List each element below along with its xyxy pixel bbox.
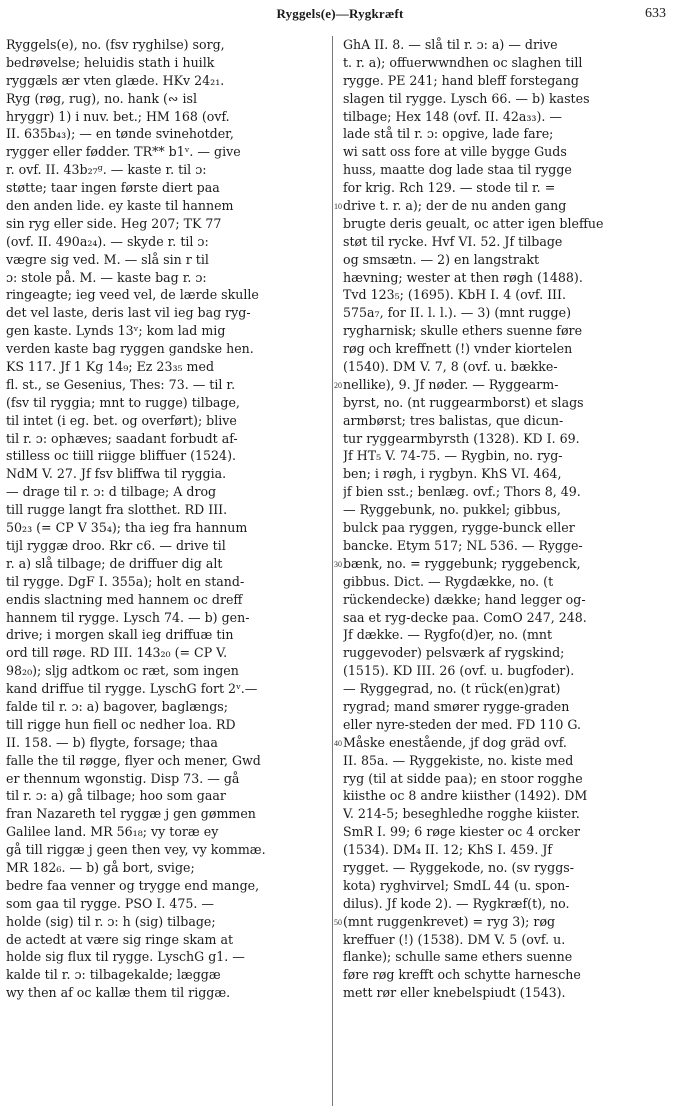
text-line: Ryg (røg, rug), no. hank (∾ isl (6, 90, 197, 106)
text-line: Ryggels(e), no. (fsv ryghilse) sorg, (6, 37, 225, 52)
text-line: wy then af oc kallæ them til riggæ. (6, 985, 231, 1001)
running-title: Ryggels(e)—Rygkræft (276, 6, 404, 21)
left-column (6, 36, 324, 1002)
text-line: kiisthe oc 8 andre kiisther (1492). DM (343, 788, 588, 804)
text-line: bulck paa ryggen, rygge-bunck eller (343, 520, 575, 536)
text-line: huss, maatte dog lade staa til rygge (343, 162, 572, 178)
text-line: verden kaste bag ryggen gandske hen. (6, 341, 254, 357)
line-number-marker: 30 (334, 560, 342, 570)
text-line: gen kaste. Lynds 13ᵛ; kom lad mig (6, 323, 226, 339)
text-line: vægre sig ved. M. — slå sin r til (6, 251, 209, 267)
text-line: (1534). DM₄ II. 12; KhS I. 459. Jf (343, 842, 553, 858)
text-line: kota) ryghvirvel; SmdL 44 (u. spon- (343, 877, 570, 893)
text-line: røg och kreffnett (!) vnder kiortelen (343, 341, 573, 357)
text-line: og smsætn. — 2) en langstrakt (343, 251, 540, 267)
column-divider (332, 36, 333, 1106)
text-line: rückendecke) dække; hand legger og- (343, 591, 586, 607)
text-line: (fsv til ryggia; mnt to rugge) tilbage, (6, 394, 240, 410)
text-line: rygger eller fødder. TR** b1ᵛ. — give (6, 144, 241, 160)
text-line: byrst, no. (nt ruggearmborst) et slags (343, 394, 584, 410)
text-line: bænk, no. = ryggebunk; ryggebenck, (343, 555, 581, 571)
text-line: Jf dække. — Rygfo(d)er, no. (mnt (343, 627, 553, 643)
text-line: stilless oc tiill riigge bliffuer (1524). (6, 448, 236, 464)
text-line: flanke); schulle same ethers suenne (343, 949, 573, 965)
text-line: til rygge. DgF I. 355a); holt en stand- (6, 573, 245, 589)
text-line: lade stå til r. ɔ: opgive, lade fare; (343, 126, 554, 142)
line-number-marker: 10 (334, 202, 342, 212)
text-line: rygrad; mand smører rygge-graden (343, 698, 570, 714)
text-line: eller nyre-steden der med. FD 110 G. (343, 716, 582, 732)
text-line: (ovf. II. 490a₂₄). — skyde r. til ɔ: (6, 233, 209, 249)
line-number-marker: 20 (334, 381, 342, 391)
text-line: ord till røge. RD III. 143₂₀ (= CP V. (6, 645, 228, 661)
text-line: tur ryggearmbyrsth (1328). KD I. 69. (343, 430, 580, 446)
text-line: NdM V. 27. Jf fsv bliffwa til ryggia. (6, 466, 227, 482)
text-line: Galilee land. MR 56₁₈; vy toræ ey (6, 824, 219, 840)
text-line: ben; i røgh, i rygbyn. KhS VI. 464, (343, 466, 562, 482)
text-line: ɔ: stole på. M. — kaste bag r. ɔ: (6, 269, 207, 285)
text-line: gibbus. Dict. — Rygdække, no. (t (343, 573, 554, 589)
text-line: tijl ryggæ droo. Rkr c6. — drive til (6, 537, 226, 553)
text-line: brugte deris geualt, oc atter igen bleffue (343, 215, 604, 231)
text-line: dilus). Jf kode 2). — Rygkræf(t), no. (343, 895, 570, 911)
text-line: rygharnisk; skulle ethers suenne føre (343, 323, 583, 339)
text-line: Måske enestående, jf dog gräd ovf. (343, 734, 567, 750)
text-line: 575a₇, for II. l. l.). — 3) (mnt rugge) (343, 305, 571, 321)
text-line: till rigge hun fiell oc nedher loa. RD (6, 716, 236, 732)
text-line: MR 182₆. — b) gå bort, svige; (6, 859, 195, 875)
text-line: GhA II. 8. — slå til r. ɔ: a) — drive (343, 37, 558, 52)
text-line: r. ovf. II. 43b₂₇ᵍ. — kaste r. til ɔ: (6, 162, 207, 178)
text-line: bancke. Etym 517; NL 536. — Rygge- (343, 537, 583, 553)
text-line: er thennum wgonstig. Disp 73. — gå (6, 770, 240, 786)
text-line: endis slactning med hannem oc dreff (6, 591, 243, 607)
text-line: fran Nazareth tel ryggæ j gen gømmen (6, 806, 256, 822)
text-line: Jf HT₅ V. 74-75. — Rygbin, no. ryg- (343, 448, 563, 464)
text-line: hannem til rygge. Lysch 74. — b) gen- (6, 609, 250, 625)
text-line: mett rør eller knebelspiudt (1543). (343, 985, 566, 1001)
text-line: holde sig flux til rygge. LyschG g1. — (6, 949, 245, 965)
text-line: kalde til r. ɔ: tilbagekalde; læggæ (6, 967, 221, 983)
text-line: gå till riggæ j geen then vey, vy kommæ. (6, 842, 266, 858)
text-line: II. 85a. — Ryggekiste, no. kiste med (343, 752, 574, 768)
text-line: wi satt oss fore at ville bygge Guds (343, 144, 567, 160)
text-line: bedre faa venner og trygge end mange, (6, 877, 260, 893)
text-line: — Ryggegrad, no. (t rück(en)grat) (343, 681, 561, 697)
text-line: drive; i morgen skall ieg driffuæ tin (6, 627, 234, 643)
text-line: for krig. Rch 129. — stode til r. = (343, 180, 556, 196)
text-line: 50₂₃ (= CP V 35₄); tha ieg fra hannum (6, 520, 248, 536)
text-line: tilbage; Hex 148 (ovf. II. 42a₃₃). — (343, 108, 562, 124)
text-line: det vel laste, deris last vil ieg bag ryg- (6, 305, 251, 321)
text-line: kreffuer (!) (1538). DM V. 5 (ovf. u. (343, 931, 566, 947)
text-line: støt til rycke. Hvf VI. 52. Jf tilbage (343, 233, 563, 249)
text-line: II. 635b₄₃); — en tønde svinehotder, (6, 126, 234, 142)
text-line: V. 214-5; beseghledhe rogghe kiister. (343, 806, 580, 822)
text-line: falle the til røgge, flyer och mener, Gwd (6, 752, 261, 768)
text-line: (1515). KD III. 26 (ovf. u. bugfoder). (343, 663, 575, 679)
text-line: 98₂₀); sljg adtkom oc ræt, som ingen (6, 663, 239, 679)
text-line: bedrøvelse; heluidis stath i huilk (6, 54, 215, 70)
text-line: til r. ɔ: a) gå tilbage; hoo som gaar (6, 788, 226, 804)
text-line: KS 117. Jf 1 Kg 14₉; Ez 23₃₅ med (6, 359, 215, 375)
text-line: SmR I. 99; 6 røge kiester oc 4 orcker (343, 824, 580, 840)
text-line: hryggr) 1) i nuv. bet.; HM 168 (ovf. (6, 108, 230, 124)
text-line: føre røg krefft och schytte harnesche (343, 967, 581, 983)
text-line: till rugge langt fra slotthet. RD III. (6, 502, 228, 518)
text-line: rygge. PE 241; hand bleff forstegang (343, 72, 579, 88)
text-line: til intet (i eg. bet. og overført); blive (6, 412, 237, 428)
text-line: støtte; taar ingen første diert paa (6, 180, 220, 196)
text-line: II. 158. — b) flygte, forsage; thaa (6, 734, 218, 750)
text-line: nellike), 9. Jf nøder. — Ryggearm- (343, 376, 559, 392)
text-line: holde (sig) til r. ɔ: h (sig) tilbage; (6, 913, 216, 929)
text-line: drive t. r. a); der de nu anden gang (343, 198, 567, 214)
running-head (0, 4, 680, 24)
text-line: ringeagte; ieg veed vel, de lærde skulle (6, 287, 259, 303)
right-column (343, 36, 669, 1002)
text-line: (mnt ruggenkrevet) = ryg 3); røg (343, 913, 556, 929)
text-line: (1540). DM V. 7, 8 (ovf. u. bække- (343, 359, 558, 375)
line-number-marker: 40 (334, 739, 342, 749)
text-line: rygget. — Ryggekode, no. (sv ryggs- (343, 859, 575, 875)
text-line: ryg (til at sidde paa); en stoor rogghe (343, 770, 583, 786)
text-line: — drage til r. ɔ: d tilbage; A drog (6, 484, 217, 500)
text-line: jf bien sst.; benlæg. ovf.; Thors 8, 49. (343, 484, 581, 500)
text-line: ryggæls ær vten glæde. HKv 24₂₁. (6, 72, 225, 88)
text-line: t. r. a); offuerwwndhen oc slaghen till (343, 54, 583, 70)
page-number: 633 (645, 6, 666, 21)
text-line: armbørst; tres balistas, que dicun- (343, 412, 564, 428)
text-line: den anden lide. ey kaste til hannem (6, 198, 234, 214)
text-line: fl. st., se Gesenius, Thes: 73. — til r. (6, 376, 236, 392)
text-line: Tvd 123₅; (1695). KbH I. 4 (ovf. III. (343, 287, 567, 303)
text-line: slagen til rygge. Lysch 66. — b) kastes (343, 90, 590, 106)
text-line: — Ryggebunk, no. pukkel; gibbus, (343, 502, 561, 518)
text-line: hævning; wester at then røgh (1488). (343, 269, 583, 285)
text-line: som gaa til rygge. PSO I. 475. — (6, 895, 214, 911)
text-line: r. a) slå tilbage; de driffuer dig alt (6, 555, 223, 571)
text-line: sin ryg eller side. Heg 207; TK 77 (6, 215, 222, 231)
text-line: til r. ɔ: ophæves; saadant forbudt af- (6, 430, 238, 446)
text-line: ruggevoder) pelsværk af rygskind; (343, 645, 565, 661)
line-number-marker: 50 (334, 918, 342, 928)
text-line: falde til r. ɔ: a) bagover, baglængs; (6, 698, 229, 714)
text-line: de actedt at være sig ringe skam at (6, 931, 234, 947)
text-line: saa et ryg-decke paa. ComO 247, 248. (343, 609, 587, 625)
text-line: kand driffue til rygge. LyschG fort 2ᵛ.— (6, 681, 258, 697)
